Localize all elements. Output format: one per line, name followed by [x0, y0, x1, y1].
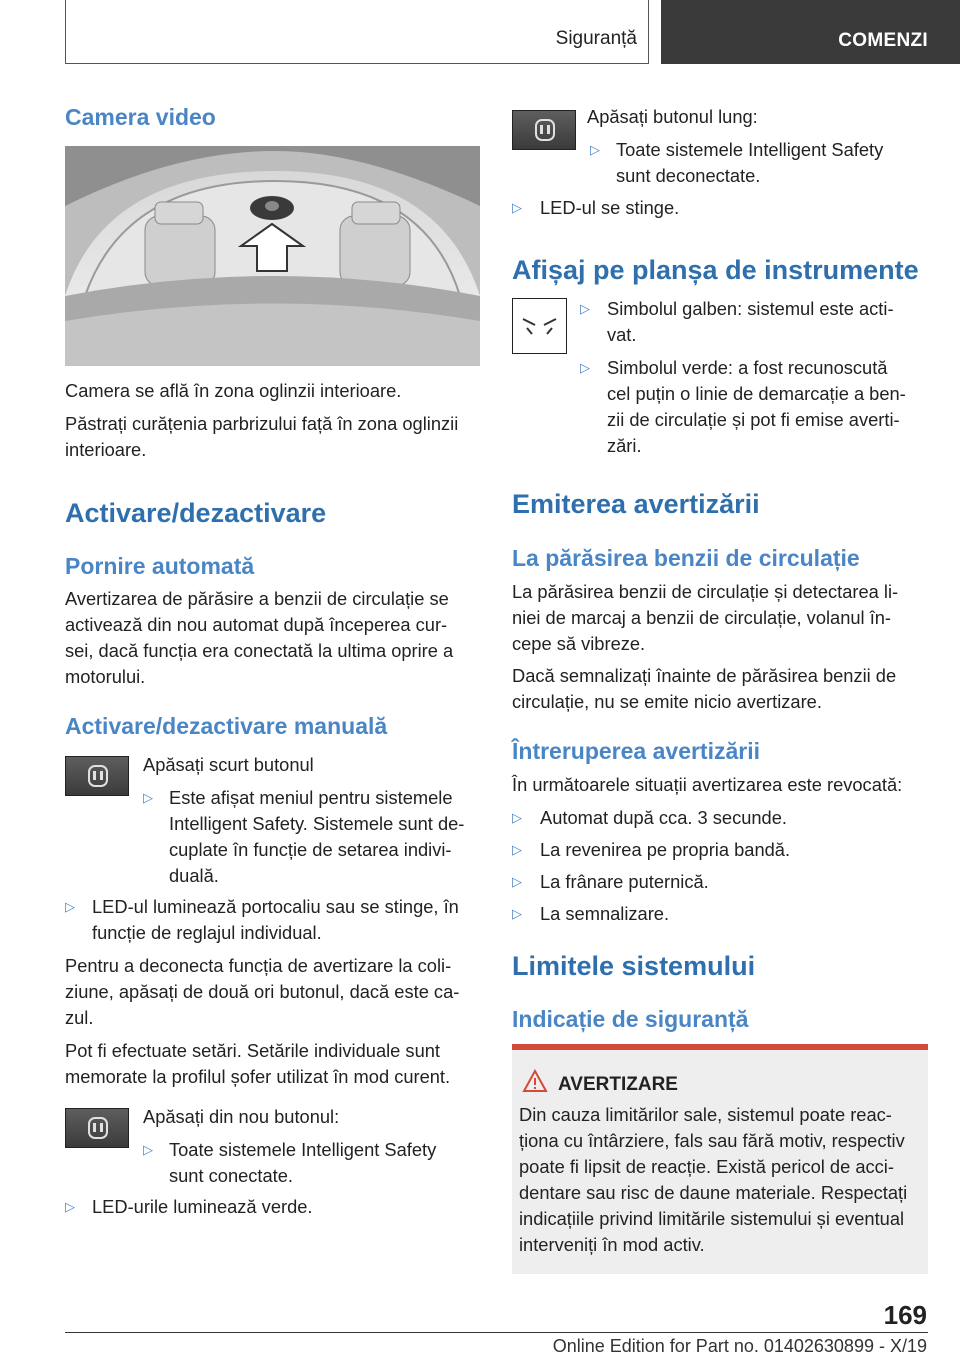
bullet-3-line-2: sunt conectate. [169, 1165, 293, 1186]
symbol-bullet-2-line-3: zii de circulație și pot fi emise averti- [607, 409, 900, 430]
bullet-2-line-1: LED-ul luminează portocaliu sau se stinge, în [92, 896, 459, 917]
warning-line: poate fi lipsit de reacție. Există pericol de acci- [519, 1156, 894, 1177]
safety-note-heading: Indicație de siguranță [512, 1006, 749, 1032]
chapter-tab[interactable] [661, 0, 960, 64]
deconnect-text-3: zul. [65, 1007, 94, 1028]
warning-line: indicațiile privind limitările sistemului și eventual [519, 1208, 905, 1229]
safety-button-icon [512, 110, 576, 150]
interrupt-bullet-4: La semnalizare. [540, 903, 670, 924]
interrupt-bullet-2: La revenirea pe propria bandă. [540, 839, 791, 860]
interrupt-text: În următoarele situații avertizarea este revocată: [512, 774, 903, 795]
bullet-icon: ▷ [580, 301, 590, 316]
bullet-icon: ▷ [512, 906, 522, 921]
deconnect-text-1: Pentru a deconecta funcția de avertizare la coli- [65, 955, 452, 976]
limits-heading: Limitele sistemului [512, 951, 756, 981]
warning-line: ționa cu întârziere, fals sau fără motiv, respectiv [519, 1130, 905, 1151]
press-again-text: Apăsați din nou butonul: [143, 1106, 340, 1127]
leaving-text-2: niei de marcaj a benzii de circulație, volanul în- [512, 607, 892, 628]
camera-text-2b: interioare. [65, 439, 147, 460]
symbol-bullet-1-line-1: Simbolul galben: sistemul este acti- [607, 298, 894, 319]
bullet-icon: ▷ [512, 842, 522, 857]
bullet-1-line-2: Intelligent Safety. Sistemele sunt de- [169, 813, 465, 834]
activation-heading: Activare/dezactivare [65, 498, 327, 528]
bullet-4: LED-urile luminează verde. [92, 1196, 313, 1217]
bullet-3-line-1: Toate sistemele Intelligent Safety [169, 1139, 437, 1160]
safety-button-icon [65, 756, 129, 796]
interrupt-heading: Întreruperea avertizării [512, 738, 761, 764]
signal-text-1: Dacă semnalizați înainte de părăsirea benzii de [512, 665, 897, 686]
bullet-icon: ▷ [65, 1199, 75, 1214]
press-short-text: Apăsați scurt butonul [143, 754, 314, 775]
auto-text-2: activează din nou automat după începerea cur- [65, 614, 448, 635]
warning-line: interveniți în mod activ. [519, 1234, 705, 1255]
auto-text-3: sei, dacă funcția era conectată la ultima oprire a [65, 640, 454, 661]
deconnect-text-2: ziune, apăsați de două ori butonul, dacă este ca- [65, 981, 460, 1002]
safety-button-icon [65, 1108, 129, 1148]
emit-heading: Emiterea avertizării [512, 489, 760, 519]
press-long-text: Apăsați butonul lung: [587, 106, 758, 127]
symbol-bullet-2-line-2: cel puțin o linie de demarcație a ben- [607, 383, 906, 404]
bullet-icon: ▷ [512, 810, 522, 825]
settings-text-1: Pot fi efectuate setări. Setările individuale sunt [65, 1040, 440, 1061]
bullet-icon: ▷ [65, 899, 75, 914]
bullet-icon: ▷ [512, 200, 522, 215]
lane-symbol-icon [512, 298, 567, 354]
camera-text-1: Camera se află în zona oglinzii interioare. [65, 380, 402, 401]
r-bullet-2: LED-ul se stinge. [540, 197, 680, 218]
bullet-1-line-1: Este afișat meniul pentru sistemele [169, 787, 453, 808]
warning-text [519, 1102, 923, 1258]
symbol-bullet-2-line-1: Simbolul verde: a fost recunoscută [607, 357, 888, 378]
chapter-tab-label: COMENZI [838, 30, 928, 51]
leaving-text-1: La părăsirea benzii de circulație și detectarea li- [512, 581, 899, 602]
settings-text-2: memorate la profilul șofer utilizat în mod curent. [65, 1066, 451, 1087]
warning-title: AVERTIZARE [558, 1074, 678, 1095]
bullet-icon: ▷ [143, 790, 153, 805]
interrupt-bullet-3: La frânare puternică. [540, 871, 709, 892]
manual-heading: Activare/dezactivare manuală [65, 713, 388, 739]
bullet-icon: ▷ [580, 360, 590, 375]
leaving-text-3: cepe să vibreze. [512, 633, 646, 654]
edition-text: Online Edition for Part no. 01402630899 - X/19 [552, 1336, 927, 1356]
footer-divider [65, 1332, 928, 1333]
warning-triangle-icon [522, 1069, 548, 1093]
warning-box [512, 1044, 928, 1274]
interrupt-bullet-1: Automat după cca. 3 secunde. [540, 807, 787, 828]
bullet-icon: ▷ [590, 142, 600, 157]
camera-photo [65, 146, 480, 366]
r-bullet-1-line-1: Toate sistemele Intelligent Safety [616, 139, 884, 160]
section-title: Siguranță [555, 28, 637, 49]
display-heading: Afișaj pe planșa de instrumente [512, 255, 919, 285]
r-bullet-1-line-2: sunt deconectate. [616, 165, 761, 186]
auto-start-heading: Pornire automată [65, 553, 255, 579]
page-number: 169 [883, 1300, 927, 1330]
bullet-1-line-4: duală. [169, 865, 219, 886]
bullet-icon: ▷ [512, 874, 522, 889]
symbol-bullet-1-line-2: vat. [607, 324, 637, 345]
camera-text-2a: Păstrați curățenia parbrizului față în zona oglinzii [65, 413, 459, 434]
leaving-heading: La părăsirea benzii de circulație [512, 545, 860, 571]
auto-text-4: motorului. [65, 666, 146, 687]
symbol-bullet-2-line-4: zări. [607, 435, 642, 456]
signal-text-2: circulație, nu se emite nicio avertizare. [512, 691, 822, 712]
auto-text-1: Avertizarea de părăsire a benzii de circulație se [65, 588, 449, 609]
bullet-2-line-2: funcție de reglajul individual. [92, 922, 322, 943]
warning-line: dentare sau risc de daune materiale. Respectați [519, 1182, 908, 1203]
bullet-1-line-3: cuplate în funcție de setarea indivi- [169, 839, 452, 860]
bullet-icon: ▷ [143, 1142, 153, 1157]
camera-heading: Camera video [65, 104, 216, 130]
warning-line: Din cauza limitărilor sale, sistemul poate reac- [519, 1104, 892, 1125]
